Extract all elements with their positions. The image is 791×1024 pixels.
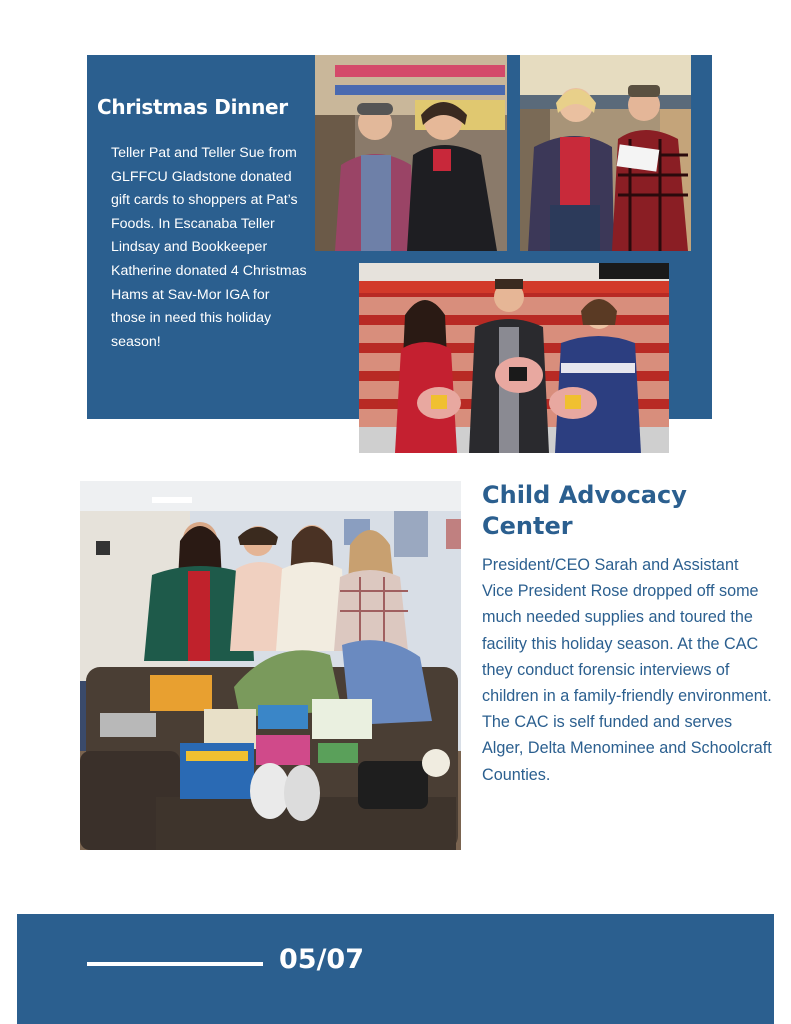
page-number: 05/07 xyxy=(279,944,365,975)
photo-christmas-hams xyxy=(359,263,669,453)
photo-child-advocacy-center xyxy=(80,481,461,850)
photo-tellers-pats-foods xyxy=(315,55,507,251)
christmas-dinner-title: Christmas Dinner xyxy=(97,95,288,119)
child-advocacy-center-description: President/CEO Sarah and Assistant Vice President Rose dropped off some much needed supplies and toured the facility this holiday season. At the CAC they conduct forensic interviews of children in a family-friendly environment. The CAC is self funded and serves Alger, Delta Menominee and Schoolcraft Counties. xyxy=(482,556,772,784)
footer-bar xyxy=(17,914,774,1024)
child-advocacy-center-title: Child Advocacy Center xyxy=(482,481,687,540)
footer-divider-line xyxy=(87,962,263,966)
christmas-dinner-description: Teller Pat and Teller Sue from GLFFCU Gladstone donated gift cards to shoppers at Pat’s Foods. In Escanaba Teller Lindsay and Bookkeeper Katherine donated 4 Christmas Hams at Sav-Mor IGA for those in need this holiday season! xyxy=(111,145,307,350)
photo-tellers-gift-card xyxy=(520,55,691,251)
